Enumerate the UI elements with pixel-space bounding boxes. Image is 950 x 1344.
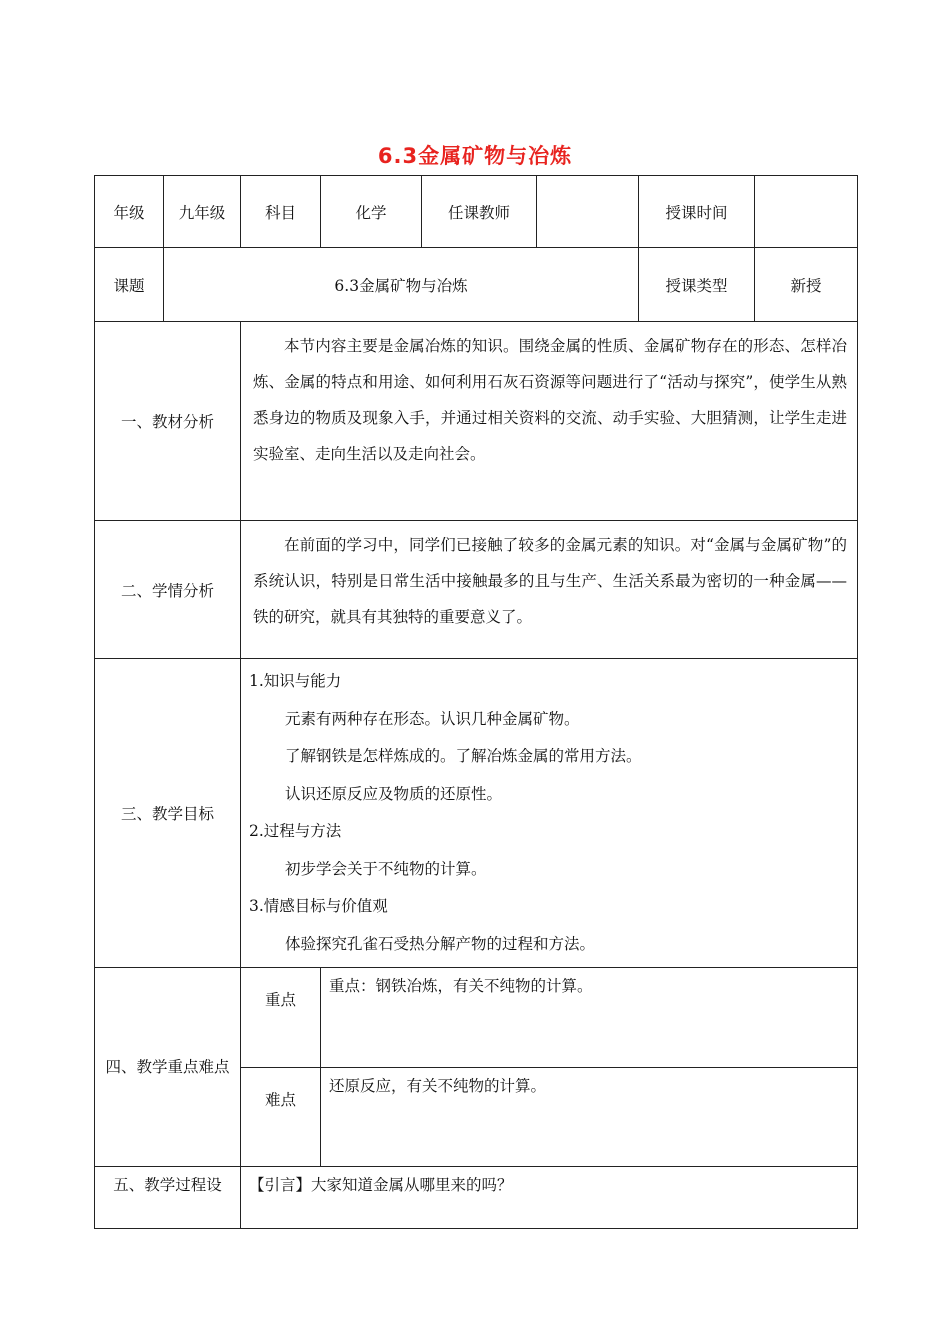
goal-heading-process: 2.过程与方法 <box>249 822 342 840</box>
goal-heading-emotion: 3.情感目标与价值观 <box>249 897 388 915</box>
grade-label: 年级 <box>95 176 164 248</box>
goals-content <box>241 659 858 968</box>
keypoints-label: 四、教学重点难点 <box>95 968 241 1167</box>
goals-row <box>95 659 858 968</box>
goal-heading-knowledge: 1.知识与能力 <box>249 672 342 690</box>
process-row <box>95 1167 858 1229</box>
topic-value: 6.3金属矿物与冶炼 <box>164 248 639 322</box>
goal-item: 初步学会关于不纯物的计算。 <box>285 859 487 878</box>
time-label: 授课时间 <box>639 176 755 248</box>
key-label: 重点 <box>241 968 321 1068</box>
goal-item: 了解钢铁是怎样炼成的。了解冶炼金属的常用方法。 <box>285 747 642 765</box>
goals-label: 三、教学目标 <box>95 659 241 968</box>
grade-value: 九年级 <box>164 176 241 248</box>
topic-label: 课题 <box>95 248 164 322</box>
type-value: 新授 <box>755 248 858 322</box>
goal-item: 体验探究孔雀石受热分解产物的过程和方法。 <box>285 934 596 953</box>
materials-row <box>95 322 858 521</box>
goal-item: 元素有两种存在形态。认识几种金属矿物。 <box>285 709 580 728</box>
goal-item: 认识还原反应及物质的还原性。 <box>285 784 503 803</box>
type-label: 授课类型 <box>639 248 755 322</box>
key-text: 重点：钢铁冶炼，有关不纯物的计算。 <box>321 968 858 1068</box>
students-text: 在前面的学习中，同学们已接触了较多的金属元素的知识。对“金属与金属矿物”的系统认识，特别是日常生活中接触最多的且与生产、生活关系最为密切的一种金属——铁的研究，就具有其独特的重要意义了。 <box>241 521 858 659</box>
materials-label: 一、教材分析 <box>95 322 241 521</box>
students-row <box>95 521 858 659</box>
page-title: 6.3金属矿物与冶炼 <box>377 144 573 168</box>
hard-label: 难点 <box>241 1068 321 1167</box>
materials-text: 本节内容主要是金属冶炼的知识。围绕金属的性质、金属矿物存在的形态、怎样冶炼、金属的特点和用途、如何利用石灰石资源等问题进行了“活动与探究”，使学生从熟悉身边的物质及现象入手，并通过相关资料的交流、动手实验、大胆猜测，让学生走进实验室、走向生活以及走向社会。 <box>241 322 858 521</box>
teacher-label: 任课教师 <box>422 176 537 248</box>
time-value <box>755 176 858 248</box>
subject-label: 科目 <box>241 176 321 248</box>
teacher-value <box>537 176 639 248</box>
keypoint-row <box>95 968 858 1068</box>
hard-text: 还原反应，有关不纯物的计算。 <box>321 1068 858 1167</box>
process-label: 五、教学过程设 <box>95 1167 241 1229</box>
header-row <box>95 176 858 248</box>
students-label: 二、学情分析 <box>95 521 241 659</box>
process-text: 【引言】大家知道金属从哪里来的吗？ <box>241 1167 858 1229</box>
subject-value: 化学 <box>321 176 422 248</box>
topic-row <box>95 248 858 322</box>
lesson-plan-table <box>94 175 858 1229</box>
